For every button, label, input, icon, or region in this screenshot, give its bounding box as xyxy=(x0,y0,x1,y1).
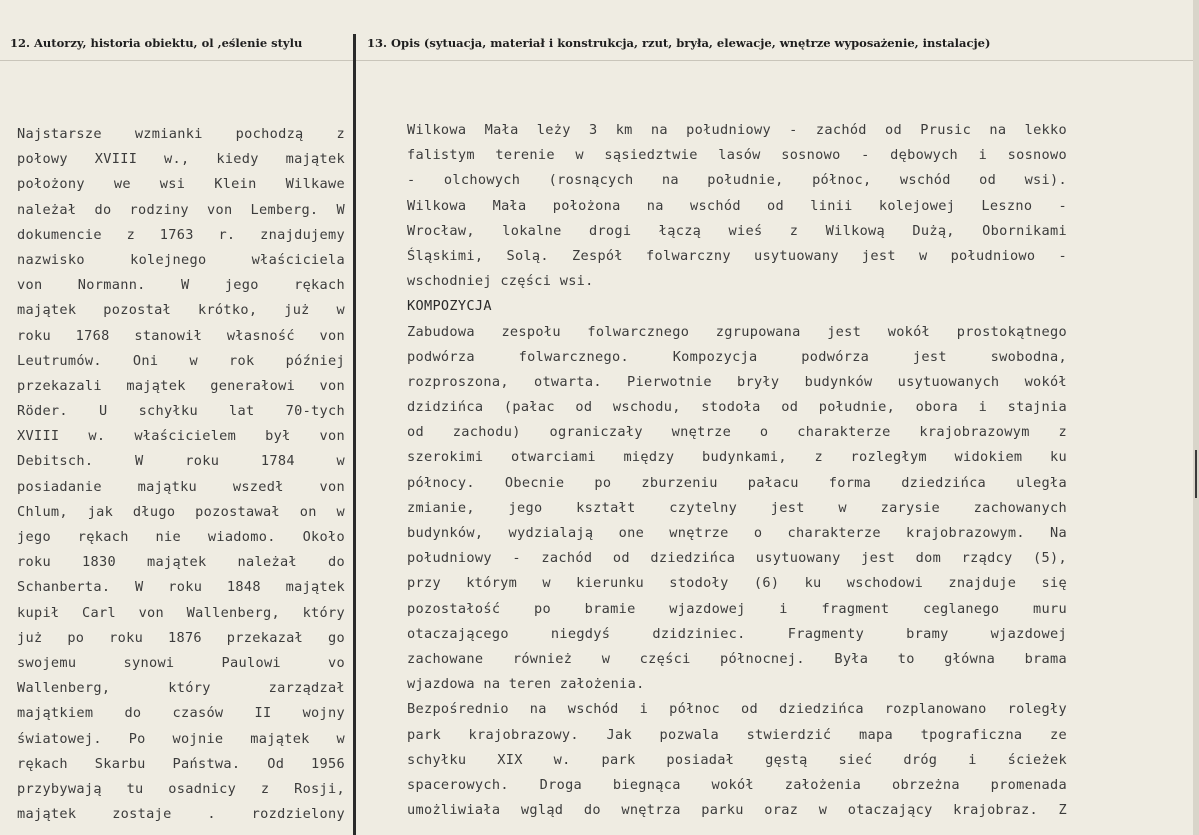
description-text-line: pozostałość po bramie wjazdowej i fragment ceglanego muru xyxy=(407,600,1067,617)
history-text-line: przekazali majątek generałowi von xyxy=(17,377,345,394)
history-text-line: Wallenberg, który zarządzał xyxy=(17,680,345,697)
history-text-line: połowy XVIII w., kiedy majątek xyxy=(17,151,345,168)
description-text-line: północy. Obecnie po zburzeniu pałacu forma dziedzińca uległa xyxy=(407,474,1067,491)
history-text-line: posiadanie majątku wszedł von xyxy=(17,478,345,495)
description-text-line: spacerowych. Droga biegnąca wokół założenia obrzeżna promenada xyxy=(407,776,1067,793)
history-text-line: kupił Carl von Wallenberg, który xyxy=(17,604,345,621)
history-text-line: przybywają tu osadnicy z Rosji, xyxy=(17,780,345,797)
history-text-line: majątek pozostał krótko, już w xyxy=(17,302,345,319)
history-text-line: Leutrumów. Oni w rok później xyxy=(17,352,345,369)
description-text-line: Wrocław, lokalne drogi łączą wieś z Wilkową Dużą, Obornikami xyxy=(407,222,1067,239)
history-text-line: położony we wsi Klein Wilkawe xyxy=(17,176,345,193)
description-text-line: od zachodu) ograniczały wnętrze o charakterze krajobrazowym z xyxy=(407,424,1067,441)
header-divider xyxy=(0,60,1199,61)
description-text-column xyxy=(407,118,1067,823)
section-12-heading: 12. Autorzy, historia obiektu, ol ,eślenie stylu xyxy=(10,36,303,50)
edge-mark xyxy=(1195,450,1197,498)
history-text-line: jego rękach nie wiadomo. Około xyxy=(17,529,345,545)
description-text-line: podwórza folwarcznego. Kompozycja podwórza jest swobodna, xyxy=(407,348,1067,365)
description-text-line: falistym terenie w sąsiedztwie lasów sosnowo - dębowych i sosnowo xyxy=(407,147,1067,164)
description-text-line: wschodniej części wsi. xyxy=(407,273,594,290)
description-text-line: Śląskimi, Solą. Zespół folwarczny usytuowany jest w południowo - xyxy=(407,247,1067,264)
column-divider xyxy=(353,34,356,835)
description-text-line: przy którym w kierunku stodoły (6) ku wschodowi znajduje się xyxy=(407,575,1067,592)
history-text-line: majątkiem do czasów II wojny xyxy=(17,705,345,722)
description-text-line: wjazdowa na teren założenia. xyxy=(407,676,645,693)
description-text-line: szerokimi otwarciami między budynkami, z rozległym widokiem ku xyxy=(407,449,1067,466)
history-text-line: dokumencie z 1763 r. znajdujemy xyxy=(17,226,345,243)
history-text-line: XVIII w. właścicielem był von xyxy=(17,428,345,445)
history-text-line: roku 1830 majątek należał do xyxy=(17,554,345,571)
history-text-line: von Normann. W jego rękach xyxy=(17,277,345,294)
description-text-line: umożliwiała wgląd do wnętrza parku oraz w otaczający krajobraz. Z xyxy=(407,802,1067,819)
history-text-line: rękach Skarbu Państwa. Od 1956 xyxy=(17,755,345,772)
history-text-line: majątek zostaje . rozdzielony xyxy=(17,806,345,823)
page-edge xyxy=(1193,0,1199,835)
history-text-line: Najstarsze wzmianki pochodzą z xyxy=(17,126,345,142)
description-text-line: dzidzińca (pałac od wschodu, stodoła od południe, obora i stajnia xyxy=(407,399,1067,416)
history-text-line: Chlum, jak długo pozostawał on w xyxy=(17,503,345,520)
description-text-line: schyłku XIX w. park posiadał gęstą sieć dróg i ścieżek xyxy=(407,751,1067,768)
description-text-line: - olchowych (rosnących na południe, północ, wschód od wsi). xyxy=(407,172,1067,189)
history-text-line: Schanberta. W roku 1848 majątek xyxy=(17,579,345,596)
section-13-heading: 13. Opis (sytuacja, materiał i konstrukcja, rzut, bryła, elewacje, wnętrze wyposażenie, instalacje) xyxy=(367,36,991,50)
description-text-line: budynków, wydzialają one wnętrze o charakterze krajobrazowym. Na xyxy=(407,525,1067,541)
history-text-line: Röder. U schyłku lat 70-tych xyxy=(17,403,345,420)
description-text-line: południowy - zachód od dziedzińca usytuowany jest dom rządcy (5), xyxy=(407,550,1067,567)
history-text-line: swojemu synowi Paulowi vo xyxy=(17,654,345,671)
description-text-line: otaczającego niegdyś dzidziniec. Fragmenty bramy wjazdowej xyxy=(407,625,1067,642)
description-text-line: Wilkowa Mała położona na wschód od linii kolejowej Leszno - xyxy=(407,197,1067,214)
description-text-line: rozproszona, otwarta. Pierwotnie bryły budynków usytuowanych wokół xyxy=(407,373,1067,390)
description-text-line: zmianie, jego kształt czytelny jest w zarysie zachowanych xyxy=(407,499,1067,516)
section-subheading: KOMPOZYCJA xyxy=(407,298,492,315)
description-text-line: Zabudowa zespołu folwarcznego zgrupowana jest wokół prostokątnego xyxy=(407,323,1067,340)
history-text-line: nazwisko kolejnego właściciela xyxy=(17,251,345,268)
description-text-line: Wilkowa Mała leży 3 km na południowy - zachód od Prusic na lekko xyxy=(407,122,1067,138)
description-text-line: Bezpośrednio na wschód i północ od dziedzińca rozplanowano roległy xyxy=(407,701,1067,718)
history-text-line: Debitsch. W roku 1784 w xyxy=(17,453,345,470)
history-text-column xyxy=(17,122,345,827)
description-text-line: park krajobrazowy. Jak pozwala stwierdzić mapa tpograficzna ze xyxy=(407,726,1067,743)
history-text-line: należał do rodziny von Lemberg. W xyxy=(17,201,345,218)
description-text-line: zachowane również w części północnej. Była to główna brama xyxy=(407,650,1067,667)
history-text-line: już po roku 1876 przekazał go xyxy=(17,629,345,646)
history-text-line: światowej. Po wojnie majątek w xyxy=(17,730,345,747)
history-text-line: roku 1768 stanowił własność von xyxy=(17,327,345,344)
